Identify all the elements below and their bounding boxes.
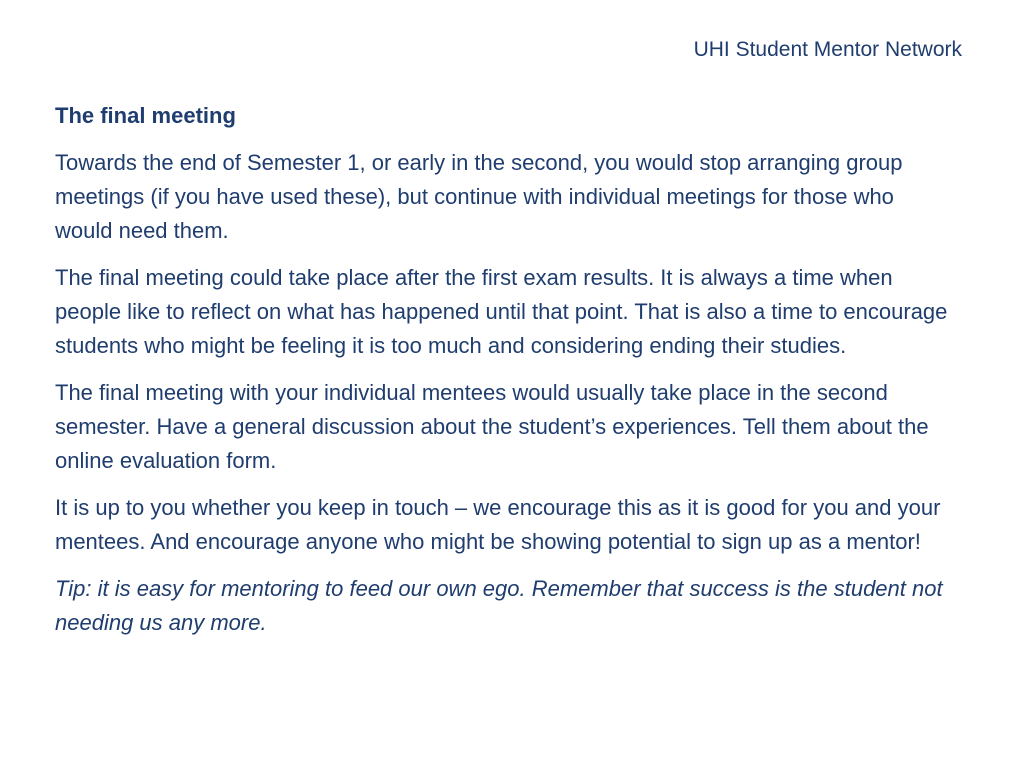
section-heading: The final meeting — [55, 103, 236, 128]
header-title: UHI Student Mentor Network — [693, 38, 962, 61]
paragraph-2: The final meeting could take place after the first exam results. It is always a time when people like to reflect on what has happened until that point. That is also a time to encourage students who might be feeling it is too much and considering ending their studies. — [55, 265, 948, 358]
tip-text: Tip: it is easy for mentoring to feed our own ego. Remember that success is the student not needing us any more. — [55, 576, 943, 635]
paragraph-3: The final meeting with your individual mentees would usually take place in the second semester. Have a general discussion about the student’s experiences. Tell them about the online evaluation form. — [55, 380, 929, 473]
paragraph-1: Towards the end of Semester 1, or early in the second, you would stop arranging group meetings (if you have used these), but continue with individual meetings for those who would need them. — [55, 150, 903, 243]
paragraph-4: It is up to you whether you keep in touch – we encourage this as it is good for you and your mentees. And encourage anyone who might be showing potential to sign up as a mentor! — [55, 495, 941, 554]
slide-content — [55, 100, 955, 653]
